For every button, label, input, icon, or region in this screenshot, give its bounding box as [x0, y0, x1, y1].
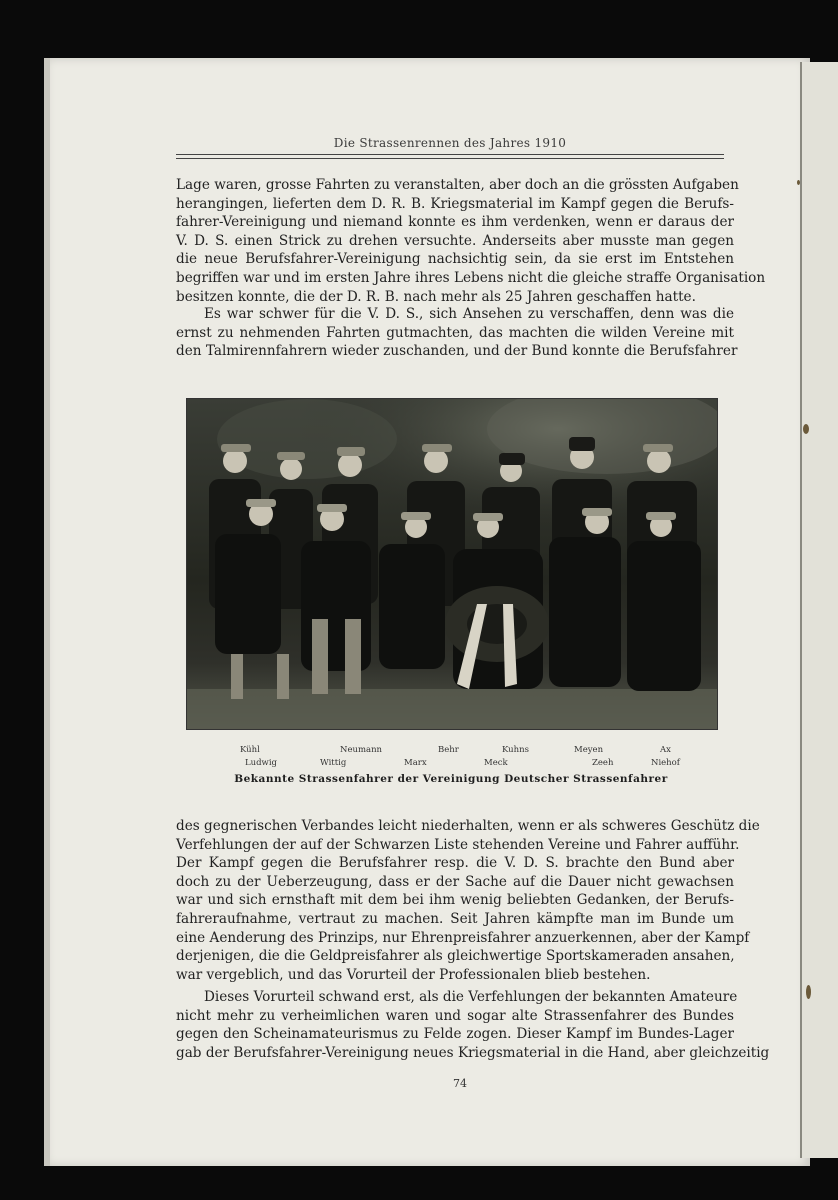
text-line: war und sich ernsthaft mit dem bei ihm wenig beliebten Gedanken, der Berufs- [176, 892, 734, 909]
photo-name-bottom-4: Meck [484, 758, 508, 768]
paragraph-1 [176, 176, 766, 306]
photo-name-bottom-3: Marx [404, 758, 427, 768]
photo-illustration [187, 399, 717, 729]
text-line: Lage waren, grosse Fahrten zu veranstalten, aber doch an die grössten Aufgaben [176, 177, 739, 193]
text-line: gegen den Scheinamateurismus zu Felde zogen. Dieser Kampf im Bundes-Lager [176, 1026, 734, 1043]
text-line: nicht mehr zu verheimlichen waren und sogar alte Strassenfahrer des Bundes [176, 1007, 734, 1024]
paper-speck [803, 424, 809, 434]
text-line: ernst zu nehmenden Fahrten gutmachten, das machten die wilden Vereine mit [176, 324, 734, 341]
photo-name-top-3: Behr [438, 745, 459, 755]
photo-name-bottom-5: Zeeh [592, 758, 614, 768]
text-line: begriffen war und im ersten Jahre ihres Lebens nicht die gleiche straffe Organisation [176, 269, 766, 286]
text-line: Verfehlungen der auf der Schwarzen Liste stehenden Vereine und Fahrer aufführ. [176, 836, 740, 853]
photo-name-bottom-1: Ludwig [245, 758, 277, 768]
group-photograph [186, 398, 718, 730]
text-line: derjenigen, die die Geldpreisfahrer als gleichwertige Sportskameraden ansahen, [176, 948, 735, 965]
text-line: besitzen konnte, die der D. R. B. nach mehr als 25 Jahren geschaffen hatte. [176, 288, 696, 305]
photo-caption: Bekannte Strassenfahrer der Vereinigung Deutscher Strassenfahrer [234, 773, 668, 785]
photo-name-top-1: Kühl [240, 745, 260, 755]
text-line: eine Aenderung des Prinzips, nur Ehrenpreisfahrer anzuerkennen, aber der Kampf [176, 929, 750, 946]
paragraph-4 [176, 988, 770, 1062]
text-line: Es war schwer für die V. D. S., sich Ansehen zu verschaffen, denn was die [204, 306, 734, 322]
photo-name-bottom-2: Wittig [320, 758, 347, 768]
running-title: Die Strassenrennen des Jahres 1910 [333, 136, 567, 150]
photo-name-top-2: Neumann [340, 745, 383, 755]
text-line: war vergeblich, und das Vorurteil der Professionalen blieb bestehen. [176, 966, 651, 983]
header-rule-top [176, 154, 724, 155]
text-line: doch zu der Ueberzeugung, dass er der Sache auf die Dauer nicht gewachsen [176, 873, 734, 890]
photo-name-bottom-6: Niehof [651, 758, 680, 768]
text-line: gab der Berufsfahrer-Vereinigung neues Kriegsmaterial in die Hand, aber gleichzeitig [176, 1044, 770, 1061]
text-line: Dieses Vorurteil schwand erst, als die Verfehlungen der bekannten Amateure [204, 989, 738, 1005]
paragraph-2 [176, 305, 738, 361]
paper-speck [806, 985, 811, 999]
text-line: die neue Berufsfahrer-Vereinigung nachsichtig sein, da sie erst im Entstehen [176, 251, 734, 268]
text-line: V. D. S. einen Strick zu drehen versuchte. Anderseits aber musste man gegen [176, 232, 734, 249]
text-line: fahreraufnahme, vertraut zu machen. Seit Jahren kämpfte man im Bunde um [176, 910, 734, 927]
text-line: fahrer-Vereinigung und niemand konnte es ihm verdenken, wenn er daraus der [176, 214, 734, 231]
text-line: Der Kampf gegen die Berufsfahrer resp. die V. D. S. brachte den Bund aber [176, 855, 734, 872]
photo-name-top-6: Ax [660, 745, 671, 755]
text-line: herangingen, lieferten dem D. R. B. Kriegsmaterial im Kampf gegen die Berufs- [176, 195, 734, 212]
header-rule-bottom [176, 158, 724, 159]
text-line: den Talmirennfahrern wieder zuschanden, und der Bund konnte die Berufsfahrer [176, 343, 738, 360]
photo-name-top-5: Meyen [574, 745, 604, 755]
photo-name-top-4: Kuhns [502, 745, 529, 755]
paper-speck [797, 180, 800, 185]
text-line: des gegnerischen Verbandes leicht niederhalten, wenn er als schweres Geschütz die [176, 818, 760, 834]
paragraph-3 [176, 817, 760, 984]
page-number: 74 [453, 1077, 467, 1090]
